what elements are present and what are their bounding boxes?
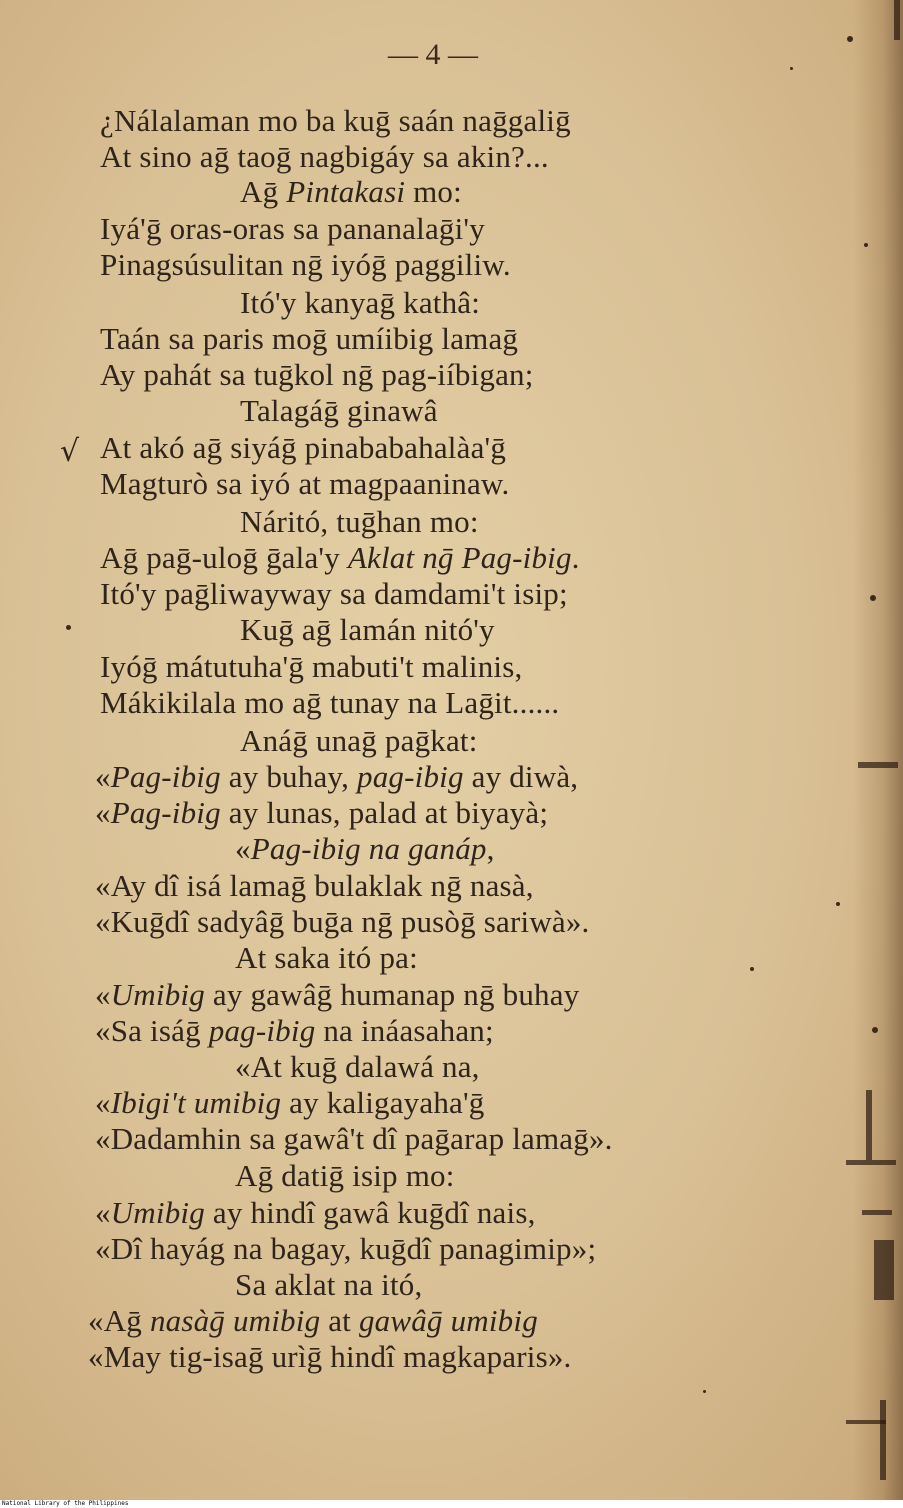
italic-text: pag-ibig xyxy=(208,1013,316,1048)
poem-line xyxy=(100,212,485,246)
text-run: «Kuḡdî sadyâḡ buḡa nḡ pusòḡ sariwà». xyxy=(95,904,590,939)
text-run: ay gawâḡ humanap nḡ buhay xyxy=(204,977,580,1012)
paper-damage-mark xyxy=(894,0,900,40)
paper-damage-mark xyxy=(862,1210,892,1215)
text-run: «Dadamhin sa gawâ't dî paḡarap lamaḡ». xyxy=(95,1121,613,1156)
paper-speck xyxy=(864,243,868,247)
poem-line xyxy=(95,869,534,903)
paper-speck xyxy=(836,902,840,906)
text-run: «May tig-isaḡ urìḡ hindî magkaparis». xyxy=(88,1339,572,1374)
text-run: ay hindî gawâ kuḡdî nais, xyxy=(204,1195,536,1230)
text-run: Mákikilala mo aḡ tunay na Laḡit...... xyxy=(100,685,560,720)
text-run: « xyxy=(95,1085,111,1120)
poem-line xyxy=(100,541,580,575)
text-run: At akó aḡ siyáḡ pinababahalàa'ḡ xyxy=(100,430,507,465)
paper-damage-mark xyxy=(880,1400,886,1480)
poem-line xyxy=(240,613,495,647)
text-run: Taán sa paris moḡ umíibig lamaḡ xyxy=(100,321,519,356)
text-run: « xyxy=(95,795,111,830)
text-run: Anáḡ unaḡ paḡkat: xyxy=(240,723,478,758)
poem-line xyxy=(95,760,578,794)
paper-speck xyxy=(790,67,793,70)
text-run: . xyxy=(571,540,580,575)
poem-line xyxy=(100,140,549,174)
poem-line xyxy=(235,1268,422,1302)
text-run: Náritó, tuḡhan mo: xyxy=(240,504,479,539)
paper-speck xyxy=(66,625,71,630)
text-run: ay diwà, xyxy=(463,759,579,794)
poem-line xyxy=(95,796,548,830)
poem-line xyxy=(235,832,495,866)
italic-text: Umibig xyxy=(110,1195,205,1230)
poem-line xyxy=(88,1340,572,1374)
text-run: «Aḡ xyxy=(88,1303,150,1338)
text-run: Kuḡ aḡ lamán nitó'y xyxy=(240,612,495,647)
poem-line xyxy=(240,724,478,758)
text-run: «Ay dî isá lamaḡ bulaklak nḡ nasà, xyxy=(95,868,534,903)
poem-line xyxy=(100,431,506,465)
poem-line xyxy=(240,175,462,209)
poem-line xyxy=(100,104,571,138)
footer-credit: National Library of the Philippines xyxy=(2,1500,129,1507)
text-run: « xyxy=(95,1195,111,1230)
text-run: « xyxy=(95,977,111,1012)
italic-text: Pag-ibig na ganáp xyxy=(250,831,487,866)
italic-text: Umibig xyxy=(110,977,205,1012)
italic-text: Pag-ibig xyxy=(110,795,221,830)
text-run: Itó'y kanyaḡ kathâ: xyxy=(240,285,481,320)
paper-speck xyxy=(870,595,876,601)
text-run: Aḡ xyxy=(240,174,287,209)
italic-text: pag-ibig xyxy=(357,759,464,794)
text-run: at xyxy=(320,1303,359,1338)
text-run: , xyxy=(486,831,495,866)
text-run: ay lunas, palad at biyayà; xyxy=(220,795,549,830)
paper-damage-mark xyxy=(846,1160,896,1165)
text-run: na ináasahan; xyxy=(315,1013,494,1048)
text-run: «At kuḡ dalawá na, xyxy=(235,1049,480,1084)
poem-line xyxy=(95,1196,536,1230)
poem-line xyxy=(95,1232,596,1266)
poem-line xyxy=(88,1304,538,1338)
paper-damage-mark xyxy=(874,1240,894,1300)
text-run: «Sa isáḡ xyxy=(95,1013,209,1048)
text-run: ay buhay, xyxy=(220,759,358,794)
text-run: ¿Nálalaman mo ba kuḡ saán naḡgaliḡ xyxy=(100,103,571,138)
poem-line xyxy=(95,1122,613,1156)
text-run: mo: xyxy=(405,174,462,209)
poem-line xyxy=(95,1086,484,1120)
text-run: At saka itó pa: xyxy=(235,940,418,975)
text-run: « xyxy=(95,759,111,794)
poem-line xyxy=(100,577,568,611)
poem-line xyxy=(100,248,511,282)
paper-speck xyxy=(872,1027,878,1033)
page-number: — 4 — xyxy=(388,38,478,71)
poem-line xyxy=(95,905,590,939)
paper-speck xyxy=(750,967,754,971)
italic-text: Ibigi't umibig xyxy=(110,1085,282,1120)
text-run: Aḡ paḡ-uloḡ ḡala'y xyxy=(100,540,348,575)
text-run: « xyxy=(235,831,251,866)
poem-line xyxy=(100,650,522,684)
poem-line xyxy=(95,978,579,1012)
text-run: At sino aḡ taoḡ nagbigáy sa akin?... xyxy=(100,139,549,174)
text-run: Aḡ datiḡ isip mo: xyxy=(235,1158,455,1193)
text-run: Pinagsúsulitan nḡ iyóḡ paggiliw. xyxy=(100,247,511,282)
paper-damage-mark xyxy=(858,762,898,768)
paper-speck xyxy=(703,1390,706,1393)
poem-line xyxy=(95,1014,494,1048)
italic-text: gawâḡ umibig xyxy=(358,1303,538,1338)
italic-text: nasàḡ umibig xyxy=(149,1303,321,1338)
paper-speck xyxy=(847,36,853,42)
poem-line xyxy=(100,322,518,356)
text-run: Ay pahát sa tuḡkol nḡ pag-iíbigan; xyxy=(100,357,534,392)
poem-line xyxy=(235,1159,455,1193)
italic-text: Pintakasi xyxy=(286,174,406,209)
paper-damage-mark xyxy=(866,1090,872,1160)
poem-line xyxy=(100,686,559,720)
poem-line xyxy=(240,394,438,428)
poem-line xyxy=(100,467,509,501)
italic-text: Pag-ibig xyxy=(110,759,221,794)
italic-text: Aklat nḡ Pag-ibig xyxy=(347,540,572,575)
text-run: Talagáḡ ginawâ xyxy=(240,393,438,428)
text-run: Iyá'ḡ oras-oras sa pananalaḡi'y xyxy=(100,211,485,246)
poem-line xyxy=(240,505,479,539)
text-run: Magturò sa iyó at magpaaninaw. xyxy=(100,466,510,501)
poem-line xyxy=(100,358,534,392)
text-run: Sa aklat na itó, xyxy=(235,1267,423,1302)
poem-line xyxy=(235,941,418,975)
text-run: «Dî hayág na bagay, kuḡdî panagimip»; xyxy=(95,1231,597,1266)
text-run: Itó'y paḡliwayway sa damdami't isip; xyxy=(100,576,568,611)
text-run: Iyóḡ mátutuha'ḡ mabuti't malinis, xyxy=(100,649,523,684)
poem-line xyxy=(235,1050,480,1084)
margin-checkmark: √ xyxy=(60,434,80,469)
text-run: ay kaligayaha'ḡ xyxy=(281,1085,485,1120)
poem-line xyxy=(240,286,480,320)
